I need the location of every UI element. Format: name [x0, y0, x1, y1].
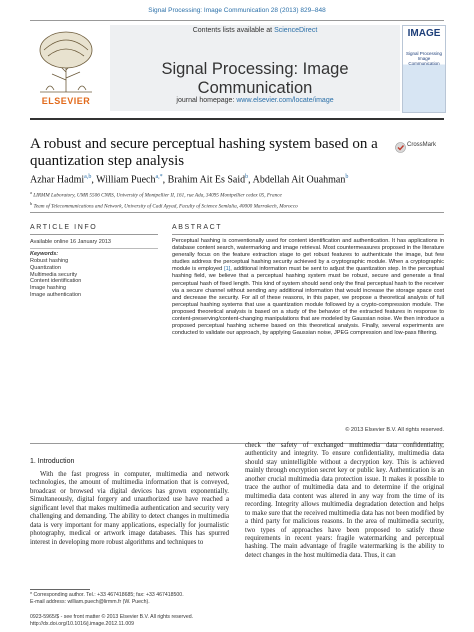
issn-doi-block: [30, 614, 240, 627]
keywords-heading: Keywords:: [30, 251, 59, 257]
keyword-item: Image hashing: [30, 285, 67, 292]
contents-prefix: Contents lists available at: [192, 27, 273, 34]
affiliation-marker: a: [30, 190, 32, 195]
paper-title: A robust and secure perceptual hashing system based on a quantization step analysis: [30, 136, 378, 169]
affiliation-item: [30, 189, 444, 200]
contents-available: [110, 27, 400, 34]
author-affiliation-marker[interactable]: a,*: [155, 174, 163, 180]
article-info-rule: [30, 234, 158, 235]
body-paragraph: check the safety of exchanged multimedia data confidentiality, authenticity and integrity. To ensure confidentiality, multimedia data should stay unintelligible without a decryption key. This is achieved mainly through encryption secret key or public key. Authentication is an another crucial multimedia data protection issue. It makes it possible to trace the author of multimedia data and to determine if the original multimedia data content was altered in any way from the time of its recording. Integrity allows multimedia degradation detection and helps to make sure that the received multimedia data has not been modified by a third party for malicious reasons. In the area of multimedia security, two types of approaches have been proposed to satisfy those requirements in recent years: fragile watermarking and perceptual hashing. The main advantage of fragile watermarking is the ability to detect changes in the host multimedia data. Thus, it can: [245, 442, 444, 559]
cover-title: IMAGE: [407, 28, 441, 39]
author-affiliation-marker[interactable]: b: [245, 174, 249, 180]
affiliation-marker: b: [30, 200, 33, 206]
elsevier-tree-logo: [30, 24, 102, 106]
homepage-link[interactable]: www.elsevier.com/locate/image: [236, 97, 334, 104]
abstract-rule: [172, 234, 444, 235]
affiliations: [30, 189, 444, 210]
corresponding-author-note: * Corresponding author. Tel.: +33 467418685; fax: +33 467418500.: [30, 592, 184, 598]
sciencedirect-link[interactable]: ScienceDirect: [274, 27, 318, 34]
homepage-prefix: journal homepage:: [176, 97, 235, 104]
article-history: Available online 16 January 2013: [30, 239, 111, 245]
left-column: [30, 471, 229, 547]
keywords-divider: [30, 248, 158, 249]
abstract-text: [172, 238, 444, 337]
issn-line: 0923-5965/$ - see front matter © 2013 Elsevier B.V. All rights reserved.: [30, 614, 194, 620]
author-list: Azhar Hadmi$^{a,b}$, William Puech$^{a,*}$, Brahim Ait Es Said$^b$, Abdellah Ait Ouahman$^b$: [30, 174, 349, 186]
affiliation-text: LIRMM Laboratory, UMR 5506 CNRS, University of Montpellier II, 161, rue Ada, 34095 Montpellier cedex 05, France: [33, 192, 282, 199]
author-name[interactable]: Brahim Ait Es Said: [167, 174, 246, 186]
intro-paragraph: With the fast progress in computer, multimedia and network technologies, the amount of multimedia information that is conveyed, broadcast or browsed via digital devices has grown exponentially. Simultaneously, digital forgery and unauthorized use have reached a significant level that makes multimedia authentication and security very challenging and demanding. The ability to detect changes in multimedia data is very important for many applications, especially for journalistic photography, medical or artwork image databases. This has spurred interest in developing more robust algorithms and techniques to: [30, 471, 229, 546]
keyword-item: Robust hashing: [30, 258, 69, 264]
doi-link[interactable]: http://dx.doi.org/10.1016/j.image.2012.11.009: [30, 620, 135, 627]
cover-subtitle: Signal Processing Image Communication: [405, 51, 443, 66]
keyword-item: Image authentication: [30, 291, 82, 298]
footnote-rule: [30, 589, 90, 590]
header-bottom-rule: [30, 118, 444, 120]
author-affiliation-marker[interactable]: a,b: [84, 174, 92, 180]
keyword-item: Content identification: [30, 278, 82, 285]
introduction-heading: 1. Introduction: [30, 458, 75, 465]
affiliation-divider: [30, 212, 444, 213]
journal-cover-thumbnail[interactable]: [402, 25, 446, 113]
affiliation-text: Team of Telecommunications and Network, University of Cadi Ayyad, Faculty of Science Semlalia, 40000 Marrakech, Morocco: [33, 203, 298, 210]
author-name[interactable]: William Puech: [96, 174, 156, 186]
publisher-wordmark: ELSEVIER: [41, 96, 91, 106]
author-name[interactable]: Abdellah Ait Ouahman: [252, 174, 346, 186]
abstract-part-2: , additional information must be sent to adjust the quantization step. In the perceptual hashing field, we believe that a perceptual hashing system must be robust, secure and generate a final perceptual hash of fixed length. This kind of system should send only the final perceptual hash to the receiver via a secure channel without sending any additional information that would increase the storage space cost and decrease the security. For all of these reasons, in this paper, we propose a theoretical analysis of full perceptual hashing systems that use a quantization module followed by a crypto-compression module. The proposed theoretical analysis is based on a study of the behavior of the extracted features in response to content-preserving/content-changing manipulations that are modeled by Gaussian noise. We then introduce a proposed perceptual hashing scheme based on this theoretical analysis. Finally, several experiments are conducted to validate our approach, by applying Gaussian noise, JPEG compression and low-pass filtering.: [172, 266, 445, 337]
footnotes: [30, 592, 240, 605]
author-name[interactable]: Azhar Hadmi: [30, 174, 85, 186]
article-info-heading: ARTICLE INFO: [30, 224, 98, 231]
keyword-item: Multimedia security: [30, 271, 78, 278]
journal-homepage: [110, 97, 400, 104]
author-affiliation-marker[interactable]: b: [345, 174, 349, 180]
keyword-item: Quantization: [30, 264, 61, 271]
copyright-notice: © 2013 Elsevier B.V. All rights reserved.: [345, 427, 444, 433]
header-divider: [30, 20, 444, 21]
crossmark-icon: [395, 142, 406, 153]
journal-name: Signal Processing: Image Communication: [161, 60, 349, 97]
crossmark-badge[interactable]: [395, 140, 445, 154]
crossmark-label: CrossMark: [407, 142, 437, 148]
email-note[interactable]: E-mail address: william.puech@lirmm.fr (W. Puech).: [30, 598, 150, 605]
affiliation-item: [30, 200, 444, 211]
journal-citation[interactable]: Signal Processing: Image Communication 28 (2013) 829–848: [148, 7, 326, 14]
citation-link[interactable]: [1]: [224, 266, 231, 273]
right-column: [245, 442, 444, 560]
abstract-part-1: Perceptual hashing is conventionally used for content identification and authentication. It has applications in database content search, watermarking and image retrieval. Most countermeasures proposed in the literature generally focus on the feature extraction stage to get robust features to authenticate the image, but few studies address the perceptual hashing security achieved by a cryptographic module. When a cryptographic module is employed: [172, 238, 444, 273]
abstract-heading: ABSTRACT: [172, 224, 223, 231]
keyword-list: [30, 258, 81, 299]
